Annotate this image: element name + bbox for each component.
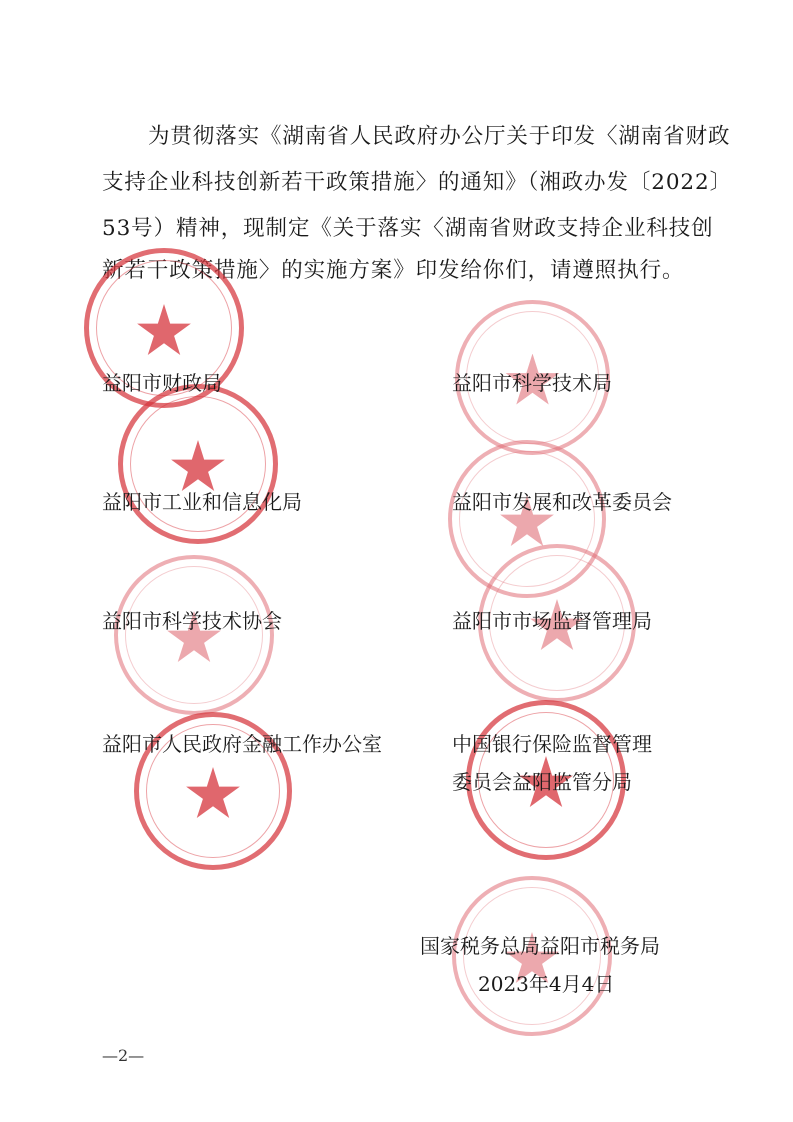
signatory-banking-regulator-line-2: 委员会益阳监管分局 — [452, 770, 632, 794]
seal-stamp-science-association — [114, 555, 274, 715]
signatory-finance-bureau: 益阳市财政局 — [102, 371, 222, 395]
paragraph-line-2: 支持企业科技创新若干政策措施〉的通知》（湘政办发〔2022〕 — [102, 170, 732, 195]
signatory-development-commission: 益阳市发展和改革委员会 — [452, 490, 672, 514]
page-number: —2— — [102, 1046, 145, 1065]
signatory-finance-office: 益阳市人民政府金融工作办公室 — [102, 732, 382, 756]
seal-stamp-industry-bureau — [118, 384, 278, 544]
paragraph-line-4: 新若干政策措施〉的实施方案》印发给你们，请遵照执行。 — [102, 258, 685, 283]
signatory-banking-regulator-line-1: 中国银行保险监督管理 — [452, 732, 652, 756]
signatory-science-association: 益阳市科学技术协会 — [102, 609, 282, 633]
final-signer: 国家税务总局益阳市税务局 — [420, 934, 660, 958]
paragraph-line-1: 为贯彻落实《湖南省人民政府办公厅关于印发〈湖南省财政 — [148, 124, 731, 149]
document-date: 2023年4月4日 — [478, 972, 615, 996]
signatory-industry-bureau: 益阳市工业和信息化局 — [102, 490, 302, 514]
paragraph-line-3: 53号）精神，现制定《关于落实〈湖南省财政支持企业科技创 — [102, 216, 714, 241]
signatory-science-bureau: 益阳市科学技术局 — [452, 371, 612, 395]
signatory-market-supervision: 益阳市市场监督管理局 — [452, 609, 652, 633]
